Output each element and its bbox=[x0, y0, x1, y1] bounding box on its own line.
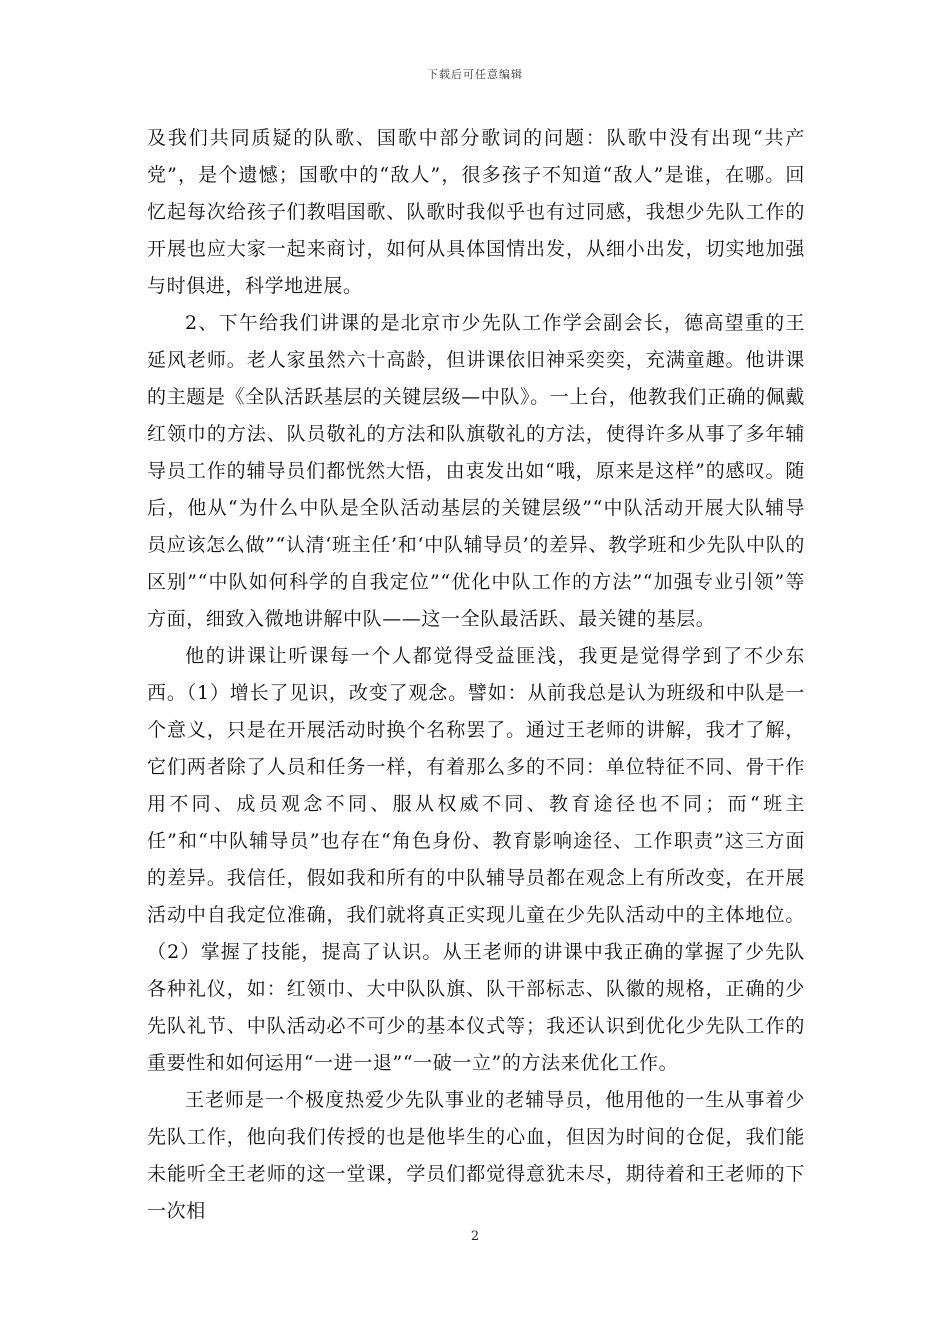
paragraph-lecture-wang: 2、下午给我们讲课的是北京市少先队工作学会副会长，德高望重的王延风老师。老人家虽然六十高龄，但讲课依旧神采奕奕，充满童趣。他讲课的主题是《全队活跃基层的关键层级—中队》。一上台，他教我们正确的佩戴红领巾的方法、队员敬礼的方法和队旗敬礼的方法，使得许多从事了多年辅导员工作的辅导员们都恍然大悟，由衷发出如“哦，原来是这样”的感叹。随后，他从“为什么中队是全队活动基层的关键层级”“中队活动开展大队辅导员应该怎么做”“认清‘班主任’和‘中队辅导员’的差异、教学班和少先队中队的区别”“中队如何科学的自我定位”“优化中队工作的方法”“加强专业引领”等方面，细致入微地讲解中队——这一全队最活跃、最关键的基层。 bbox=[147, 312, 805, 630]
document-body bbox=[147, 120, 805, 1230]
paragraph-continued: 及我们共同质疑的队歌、国歌中部分歌词的问题：队歌中没有出现“共产党”，是个遗憾；国歌中的“敌人”，很多孩子不知道“敌人”是谁，在哪。回忆起每次给孩子们教唱国歌、队歌时我似乎也有过同感，我想少先队工作的开展也应大家一起来商讨，如何从具体国情出发，从细小出发，切实地加强与时俱进，科学地进展。 bbox=[147, 127, 805, 297]
page-header: 下载后可任意编辑 bbox=[427, 68, 523, 81]
page-number: 2 bbox=[470, 1229, 480, 1244]
paragraph-teacher-wang: 王老师是一个极度热爱少先队事业的老辅导员，他用他的一生从事着少先队工作，他向我们传授的也是他毕生的心血，但因为时间的仓促，我们能未能听全王老师的这一堂课，学员们都觉得意犹未尽，期待着和王老师的下一次相 bbox=[147, 1089, 805, 1222]
paragraph-lecture-benefits: 他的讲课让听课每一个人都觉得受益匪浅，我更是觉得学到了不少东西。（1）增长了见识，改变了观念。譬如：从前我总是认为班级和中队是一个意义，只是在开展活动时换个名称罢了。通过王老师的讲解，我才了解，它们两者除了人员和任务一样，有着那么多的不同：单位特征不同、骨干作用不同、成员观念不同、服从权威不同、教育途径也不同；而“班主任”和“中队辅导员”也存在“角色身份、教育影响途径、工作职责”这三方面的差异。我信任，假如我和所有的中队辅导员都在观念上有所改变，在开展活动中自我定位准确，我们就将真正实现儿童在少先队活动中的主体地位。（2）掌握了技能，提高了认识。从王老师的讲课中我正确的掌握了少先队各种礼仪，如：红领巾、大中队队旗、队干部标志、队徽的规格，正确的少先队礼节、中队活动必不可少的基本仪式等；我还认识到优化少先队工作的重要性和如何运用“一进一退”“一破一立”的方法来优化工作。 bbox=[147, 645, 805, 1074]
